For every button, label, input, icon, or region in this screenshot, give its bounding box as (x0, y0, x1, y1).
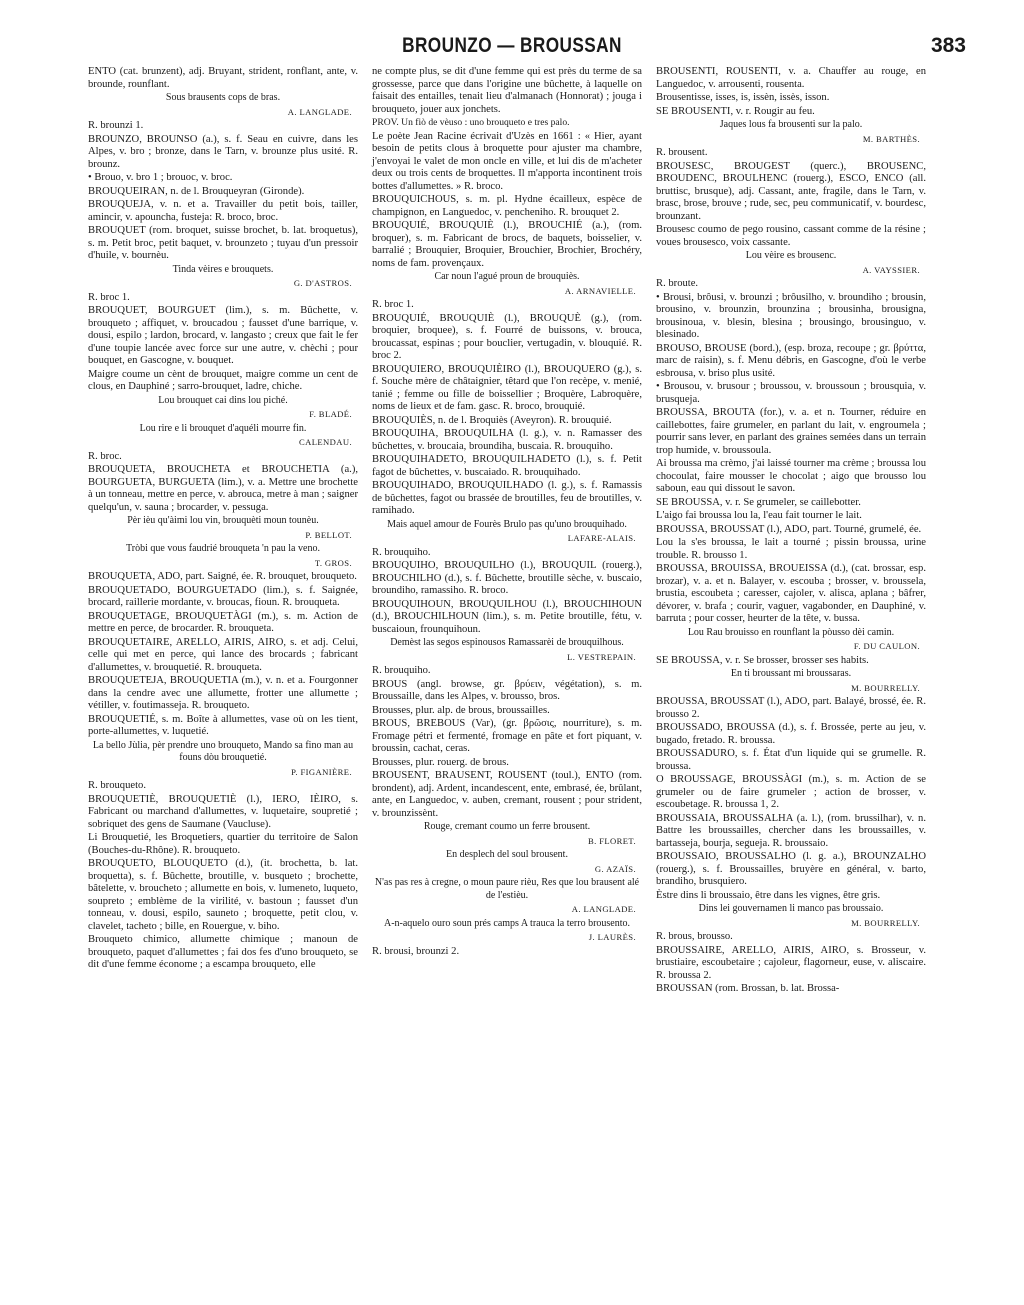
entry: BROUSO, BROUSE (bord.), (esp. broza, recoupe ; gr. βρύττα, marc de raisin), s. f. Menu débris, en Gascogne, d'où le verbe esbrousa, v. briso plus usité. (656, 342, 926, 379)
quotation: Lou rire e li brouquet d'aquéli mourre fin. (139, 422, 307, 434)
quote-author: A. VAYSSIER. (862, 264, 920, 275)
quotation: La bello Jùlia, pèr prendre uno brouqueto, Mando sa fino man au founs dòu brouquetié. (92, 739, 354, 763)
quotation: En ti broussant mi broussaras. (730, 668, 852, 679)
reference: R. broc. (88, 450, 122, 462)
entry: BROUSSADO, BROUSSA (d.), s. f. Brossée, perte au jeu, v. bugado, fretado. R. broussa. (656, 722, 926, 746)
reference: R. brous, brousso. (656, 931, 733, 942)
entry: BROUS, BREBOUS (Var), (gr. βρῶσις, nourriture), s. m. Fromage pétri et fermenté, fromage en pâte et fort piquant, v. broussin, cachat, ceras. (372, 718, 642, 754)
entry: BROUQUET, BOURGUET (lim.), s. m. Bûchette, v. brouqueto ; affiquet, v. broucadou ; fausset d'une barrique, v. dousi, espilo ; lardon, brocard, v. langasto ; creux que fait le fer d'une toupie lancée avec force sur une autre, v. chèchi ; pour bouquet, en Gascogne, v. bouquet. (88, 305, 358, 366)
entry: BROUSESC, BROUGEST (querc.), BROUSENC, BROUDENC, BROULHENC (rouerg.), ESCO, ENCO (all. bruttisc, brusque), adj. Cassant, ante, fragile, dans le Tarn, v. brasc, brose, brouve ; rude, sec, peu communicatif, v. bourdesc, brounzant. (656, 160, 926, 222)
quote-author: LAFARE-ALAIS. (567, 533, 636, 543)
entry: BROUSSA, BROUSSAT (l.), ADO, part. Balayé, brossé, ée. R. brousso 2. (656, 696, 926, 720)
entry: BROUQUIHOUN, BROUQUILHOU (l.), BROUCHIHOUN (d.), BROUCHILHOUN (lim.), s. m. Petite broutille, fétu, v. buscaioun, frounquihoun. (372, 598, 642, 635)
reference: R. broute. (656, 278, 699, 289)
quote-author: P. FIGANIÈRE. (291, 766, 352, 777)
entry: BROUSSAIO, BROUSSALHO (l. g. a.), BROUNZALHO (rouerg.), s. f. Broussailles, bruyère en général, v. barto, brandiho, brusquiero. (656, 851, 926, 887)
entry: BROUQUIHO, BROUQUILHO (l.), BROUQUIL (rouerg.), BROUCHILHO (d.), s. f. Bûchette, broutille sèche, v. buscaio, broundiho, ramassiho. R. broco. (372, 560, 642, 596)
entry-note: Èstre dins li broussaio, être dans les vignes, être gris. (656, 889, 881, 901)
quotation: Jaques lous fa brousenti sur la palo. (719, 119, 863, 130)
entry: BROUQUETAGE, BROUQUETÀGI (m.), s. m. Action de mettre en perce, de brocarder. R. brouqueta. (88, 610, 358, 634)
entry: BROUSSA, BROUSSAT (l.), ADO, part. Tourné, grumelé, ée. (656, 523, 922, 535)
reference: R. brousent. (656, 147, 708, 158)
entry: SE BROUSSA, v. r. Se brosser, brosser ses habits. (656, 654, 869, 666)
quote-author: J. LAURÈS. (588, 932, 636, 942)
reference: R. broc 1. (372, 299, 414, 310)
entry: BROUS (angl. browse, gr. βρύειν, végétation), s. m. Broussaille, dans les Alpes, v. brousso, bros. (372, 678, 642, 702)
quote-author: B. FLORET. (587, 835, 636, 846)
quote-author: P. BELLOT. (305, 529, 352, 540)
quotation: Tinda vèires e brouquets. (172, 263, 274, 275)
entry: BROUSSAN (rom. Brossan, b. lat. Brossa- (656, 983, 840, 994)
quotation: Rouge, cremant coumo un ferre brousent. (423, 821, 591, 832)
quote-author: A. ARNAVIELLE. (564, 285, 636, 296)
entry: BROUQUICHOUS, s. m. pl. Hydne écailleux, espèce de champignon, en Languedoc, v. pencheniho. R. brouquet 2. (372, 194, 642, 218)
entry-note: Le poète Jean Racine écrivait d'Uzès en 1661 : « Hier, ayant besoin de petits clous à broquette pour ajuster ma chambre, j'envoyai le valet de mon oncle en ville, et lui dis de m'acheter deux ou trois cents de broquettes. Il m'apporta incontinent trois bottes d'allumettes. » R. broco. (372, 130, 642, 192)
quote-author: T. GROS. (314, 557, 352, 568)
proverb: PROV. Un fiò de vèuso : uno brouqueto e tres palo. (372, 117, 570, 128)
entry-note: Li Brouquetié, les Broquetiers, quartier du territoire de Salon (Bouches-du-Rhône). R. brouqueto. (88, 832, 358, 856)
entry: BROUSSA, BROUISSA, BROUEISSA (d.), (cat. brossar, esp. brozar), v. a. et n. Balayer, v. escouba ; brosser, v. broussela, brustia, escoubeta ; caresser, cajoler, v. alisca, aplana ; bâfrer, dévorer, v. brafa ; courir, vaguer, vagabonder, en Dauphiné, v. barruta ; pour cosser, heurter de la tête, v. bussa. (656, 563, 926, 624)
quote-author: G. D'ASTROS. (293, 278, 352, 288)
entry: BROUSSAIA, BROUSSALHA (a. l.), (rom. brussilhar), v. n. Battre les broussailles, chercher dans les broussailles, v. bartasseja, bourja, segueja. R. broussaio. (656, 812, 926, 849)
quote-author: M. BOURRELLY. (851, 682, 920, 693)
entry-note: Lou la s'es broussa, le lait a tourné ; pissin broussa, urine trouble. R. brousso 1. (656, 537, 926, 561)
quote-author: F. BLADÉ. (309, 409, 352, 419)
entry: BROUQUIHADO, BROUQUILHADO (l. g.), s. f. Ramassis de bûchettes, fagot ou brassée de broutilles, feu de broutilles, v. ramihado. (372, 480, 642, 516)
page-number: 383 (930, 34, 966, 57)
entry: BROUQUETA, BROUCHETA et BROUCHETIA (a.), BOURGUETA, BURGUETA (lim.), v. a. Mettre une brochette à un tonneau, mettre en perce, v. abrouca, metre à man ; saigner quelqu'un, v. sauna ; brocarder, v. pessuga. (88, 464, 358, 513)
column-right (656, 66, 926, 997)
entry: SE BROUSSA, v. r. Se grumeler, se caillebotter. (656, 496, 861, 508)
entry: BROUQUETIÈ, BROUQUETIÈ (l.), IERO, IÈIRO, s. Fabricant ou marchand d'allumettes, v. luquetaire, soupretié ; sobriquet des gens de Saumane (Vaucluse). (88, 793, 358, 830)
quotation: Pèr ièu qu'àimi lou vin, brouquèti moun tounèu. (127, 515, 319, 526)
quotation: Car noun l'agué proun de brouquiès. (434, 271, 580, 282)
entry-note: Brousesc coumo de pego rousino, cassant comme de la résine ; voues brousesco, voix cassante. (656, 224, 926, 248)
reference: R. broc 1. (88, 291, 130, 303)
entry: BROUQUIÉ, BROUQUIÈ (l.), BROUCHIÉ (a.), (rom. broquer), s. m. Fabricant de brocs, de baquets, boisselier, v. barralié ; Brouquier, Broquier, Brouchier, Brochier, Brochéry, noms de fam. provençaux. (372, 220, 642, 269)
entry-note: Ai broussa ma crèmo, j'ai laissé tourner ma crème ; broussa lou chocoulat, faire mousser le chocolat ; aigo que brousso lou saboun, eau qui dissout le savon. (656, 458, 926, 494)
entry: BROUQUET (rom. broquet, suisse brochet, b. lat. broquetus), s. m. Petit broc, petit baquet, v. brounzeto ; tuyau d'un pressoir d'huile, v. bournèu. (88, 225, 358, 261)
quote-author: A. LANGLADE. (571, 904, 636, 914)
entry-note: L'aigo fai broussa lou la, l'eau fait tourner le lait. (656, 510, 862, 521)
quote-author: M. BARTHÈS. (862, 133, 920, 144)
entry: BROUSSADURO, s. f. État d'un liquide qui se grumelle. R. broussa. (656, 748, 926, 772)
entry: BROUQUIERO, BROUQUIÈIRO (l.), BROUQUERO (g.), s. f. Souche mère de châtaignier, têtard que l'on recèpe, v. menié, tanié ; femme ou fille de boissellier ; Broquère, Labroquère, noms de lieux et de fam. gasc. R. broco, brouquié. (372, 363, 642, 412)
quotation: N'as pas res à cregne, o moun paure rièu, Res que lou brausent alé de l'estièu. (374, 877, 640, 901)
reference: R. brousi, brounzi 2. (372, 945, 460, 957)
entry: BROUQUIHA, BROUQUILHA (l. g.), v. n. Ramasser des bûchettes, v. broucaia, broundiha, buscaia. R. brouquiho. (372, 428, 642, 452)
entry: BROUQUETO, BLOUQUETO (d.), (it. brochetta, b. lat. broquetta), s. f. Bûchette, broutille, v. busqueto ; brochette, bâtelette, v. broucheto ; allumette en bois, v. lumeneto, luqueto, soupreto ; emblème de la virilité, v. bastoun ; fausset d'un tonneau, v. dousi, espilo, sauneto ; broquette, petit clou, v. clavelet, tacheto ; bille, en Rouergue, v. biho. (88, 858, 358, 932)
entry: O BROUSSAGE, BROUSSÀGI (m.), s. m. Action de se grumeler ou de faire grumeler ; action de brosser, v. escoubetage. R. broussa 1, 2. (656, 774, 926, 810)
conjugation: Brousentisse, isses, is, issèn, issès, isson. (656, 92, 830, 103)
entry: SE BROUSENTI, v. r. Rougir au feu. (656, 105, 815, 117)
entry: ENTO (cat. brunzent), adj. Bruyant, strident, ronflant, ante, v. brounde, rounflant. (88, 66, 358, 90)
quote-author: A. LANGLADE. (287, 106, 352, 117)
quotation: Dins lei gouvernamen li manco pas broussaio. (698, 903, 884, 914)
cross-reference: • Brousou, v. brusour ; broussou, v. broussoun ; brousquia, v. brusqueja. (656, 381, 926, 405)
reference: R. brouquiho. (372, 546, 431, 558)
entry-note: Brousses, plur. alp. de brous, broussailles. (372, 704, 550, 716)
quotation: Lou Rau brouisso en rounflant la pòusso dèi camin. (687, 626, 895, 638)
entry-continued: ne compte plus, se dit d'une femme qui est près du terme de sa grossesse, parce que dans l'origine une bûchette, à laquelle on faisait des entailles, tenait lieu d'almanach (Honnorat) ; jouga i brouqueto, jouer aux jonchets. (372, 66, 642, 115)
quote-author: CALENDAU. (298, 437, 352, 447)
entry: BROUSSA, BROUTA (for.), v. a. et n. Tourner, réduire en caillebottes, faire grumeler, en parlant du lait, v. engroumela ; pourrir sans lever, en parlant des graines semées dans un terrain trop humide, v. broussoula. (656, 407, 926, 456)
quote-author: M. BOURRELLY. (851, 917, 920, 928)
page-header (0, 34, 1024, 64)
entry: BROUQUEJA, v. n. et a. Travailler du petit bois, tailler, amincir, v. apouncha, fusteja: R. broco, broc. (88, 199, 358, 223)
quote-author: G. AZAÏS. (594, 863, 636, 874)
entry-note: Brousses, plur. rouerg. de brous. (372, 756, 509, 768)
quotation: A-n-aquelo ouro soun prés camps A trauca la terro brousento. (383, 917, 631, 929)
entry: BROUQUIÉ, BROUQUIÈ (l.), BROUQUÈ (g.), (rom. broquier, broquee), s. f. Fourré de buissons, v. brouca, broucassat, espinas ; pour bouclier, vertugadin, v. blouquié. R. broc 2. (372, 312, 642, 361)
entry: BROUSENT, BRAUSENT, ROUSENT (toul.), ENTO (rom. brondent), adj. Ardent, incandescent, ente, embrasé, ée, brûlant, ante, en Languedoc, v. auben, cremant, rousent ; pour strident, v. brounzissènt. (372, 770, 642, 819)
reference: R. brouqueto. (88, 780, 146, 791)
entry-note: Maigre coume un cènt de brouquet, maigre comme un cent de clous, en Dauphiné ; sarro-brouquet, ladre, chiche. (88, 368, 358, 392)
reference: R. brouquiho. (372, 665, 431, 676)
entry: BROUQUETADO, BOURGUETADO (lim.), s. f. Saignée, brocard, raillerie mordante, v. broucas, fioun. R. brouqueta. (88, 584, 358, 608)
quote-author: F. DU CAULON. (853, 641, 920, 651)
entry: BROUQUETEJA, BROUQUETIA (m.), v. n. et a. Fourgonner dans la cendre avec une allumette, frotter une allumette ; vétiller, v. foutimasseja. R. brouqueto. (88, 675, 358, 711)
cross-reference: • Brouo, v. bro 1 ; brouoc, v. broc. (88, 172, 233, 183)
entry: BROUQUIHADETO, BROUQUILHADETO (l.), s. f. Petit fagot de bûchettes, v. buscaiado. R. brouquihado. (372, 454, 642, 478)
entry: BROUQUEIRAN, n. de l. Brouqueyran (Gironde). (88, 185, 305, 197)
running-title: BROUNZO — BROUSSAN (402, 34, 622, 57)
quotation: Tròbi que vous faudrié brouqueta 'n pau la veno. (126, 543, 320, 554)
quotation: Lou brouquet cai dins lou piché. (158, 394, 288, 406)
quotation: Sous brausents cops de bras. (165, 92, 281, 103)
quotation: En desplech del soul brousent. (446, 849, 568, 860)
column-middle (372, 66, 642, 959)
entry: BROUQUETA, ADO, part. Saigné, ée. R. brouquet, brouqueto. (88, 571, 357, 582)
entry: BROUQUIÈS, n. de l. Broquiès (Aveyron). R. brouquié. (372, 414, 612, 426)
column-left (88, 66, 358, 973)
entry: BROUNZO, BROUNSO (a.), s. f. Seau en cuivre, dans les Alpes, v. bro ; bronze, dans le Tarn, v. brounze plus usité. R. brounz. (88, 133, 358, 170)
entry: BROUQUETIÉ, s. m. Boîte à allumettes, vase où on les tient, porte-allumettes, v. luquetié. (88, 713, 358, 737)
entry: BROUSENTI, ROUSENTI, v. a. Chauffer au rouge, en Languedoc, v. arrousenti, rousenta. (656, 66, 926, 90)
quote-author: L. VESTREPAIN. (567, 651, 636, 662)
quotation: Demèst las segos espinousos Ramassarèi de brouquilhous. (390, 637, 624, 648)
cross-reference: • Brousi, brôusi, v. brounzi ; brôusilho, v. broundiho ; brousin, brousino, v. brounzin, brounzina ; brousinha, brousigna, brousinoua, v. blesin, blesina ; brousingo, brousinguo, v. blesinado. (656, 291, 926, 340)
quotation: Mais aquel amour de Fourès Brulo pas qu'uno brouquihado. (387, 518, 627, 530)
entry: BROUQUETAIRE, ARELLO, AIRIS, AIRO, s. et adj. Celui, celle qui met en perce, qui lance des brocards ; fabricant d'allumettes, v. brouquetié. R. brouqueta. (88, 636, 358, 673)
entry: BROUSSAIRE, ARELLO, AIRIS, AIRO, s. Brosseur, v. brustiaire, escoubetaire ; cajoleur, flagorneur, euse, v. aliscaire. R. broussa 2. (656, 944, 926, 981)
quotation: Lou vèire es brousenc. (745, 250, 837, 261)
reference: R. brounzi 1. (88, 120, 144, 131)
entry-note: Brouqueto chimico, allumette chimique ; manoun de brouqueto, paquet d'allumettes ; fai dos fes d'uno brouqueto, se dit d'une femme économe ; a escampa brouqueto, elle (88, 934, 358, 970)
